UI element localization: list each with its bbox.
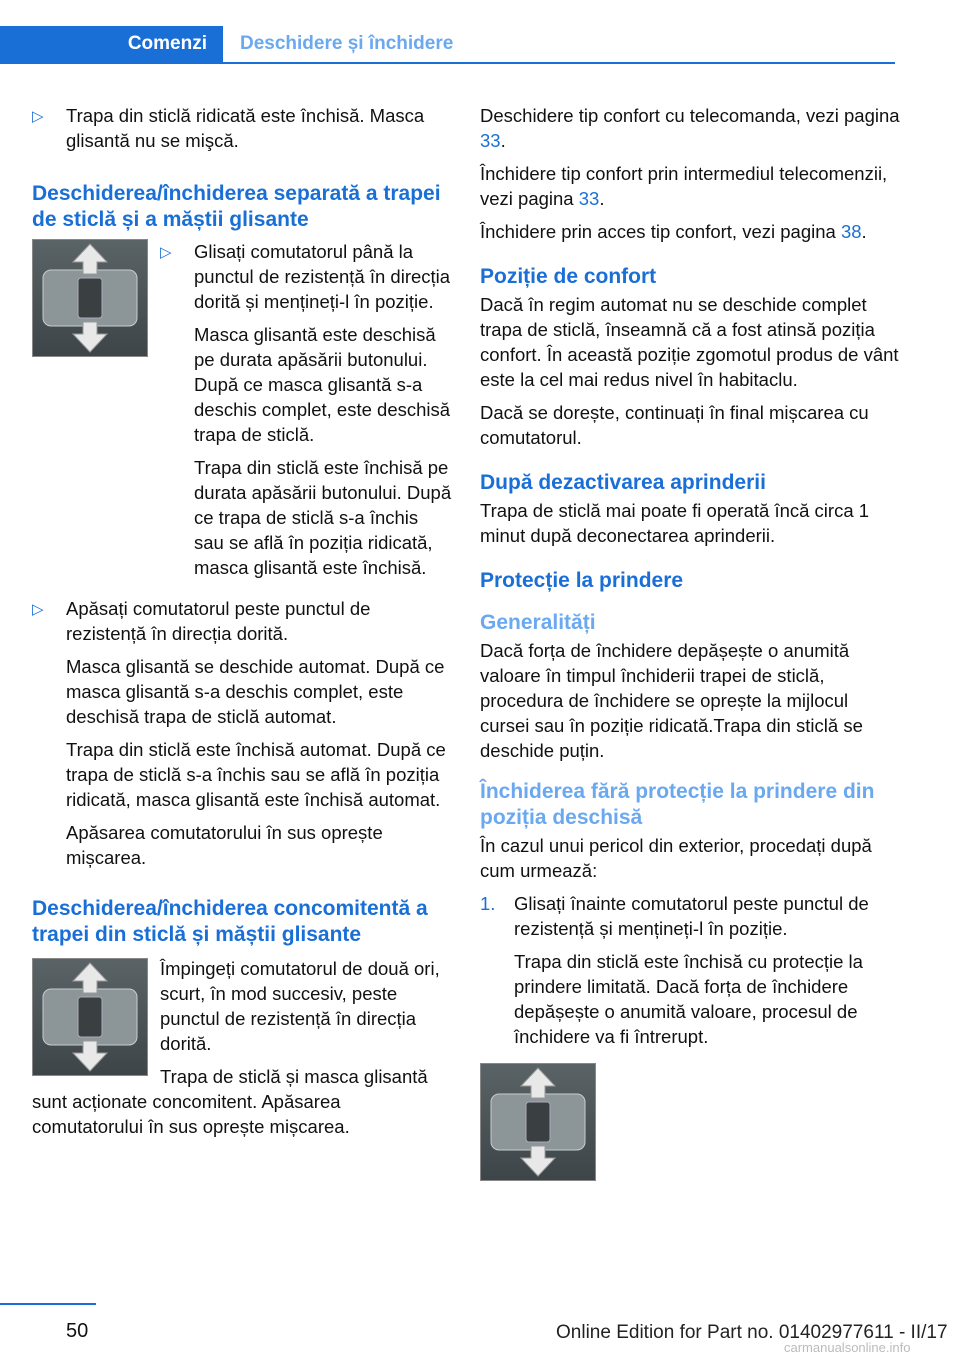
item-text: Apăsarea comutatorului în sus oprește mișcarea. [66, 822, 383, 868]
paragraph: Închidere tip confort prin intermediul telecomenzii, vezi pagina 33. [480, 163, 888, 209]
item-text: Masca glisantă este deschisă pe durata apăsării butonului. După ce masca glisantă s-a deschis complet, este deschisă trapa de sticlă. [194, 324, 451, 445]
paragraph: Dacă se dorește, continuați în final mișcarea cu comutatorul. [480, 402, 869, 448]
page-link[interactable]: 33 [578, 188, 600, 209]
item-text: Glisați comutatorul până la punctul de rezistență în direcția dorită și mențineți-l în poziție. [194, 241, 451, 312]
paragraph: Împingeți comutatorul de două ori, scurt, în mod succesiv, peste punctul de rezistență în direcția dorită. [160, 958, 440, 1054]
paragraph: În cazul unui pericol din exterior, procedați după cum urmează: [480, 835, 872, 881]
edition-text: Online Edition for Part no. 01402977611 - II/17 [556, 1322, 948, 1343]
list-item [32, 596, 452, 870]
sunroof-switch-image [32, 958, 148, 1076]
section-heading: După dezactivarea aprinderii [480, 471, 766, 494]
section-heading: Deschiderea/închiderea separată a trapei de sticlă și a măștii glisante [32, 182, 441, 231]
page-link[interactable]: 33 [480, 130, 501, 151]
watermark: carmanualsonline.info [784, 1340, 911, 1355]
section-heading: Deschiderea/închiderea concomitentă a trapei din sticlă și măștii glisante [32, 897, 428, 946]
item-text: Trapa din sticlă este închisă pe durata apăsării butonului. După ce trapa de sticlă s-a închis sau se află în poziția ridicată, masca glisantă este închisă. [194, 457, 452, 578]
step-number: 1. [480, 893, 496, 914]
figure-row [32, 239, 452, 588]
list-item [32, 103, 452, 153]
paragraph: Dacă forța de închidere depășește o anumită valoare în timpul închiderii trapei de sticlă, procedura de închidere se oprește la mijlocul cursei sau în poziție ridicată.Trapa din sticlă se deschide puțin. [480, 640, 863, 761]
item-text: Trapa din sticlă este închisă cu protecție la prindere limitată. Dacă forța de închidere depășește o anumită valoare, procesul de închidere va fi întrerupt. [514, 951, 863, 1047]
tab-deschidere[interactable]: Deschidere și închidere [240, 33, 454, 54]
header-tabs [0, 26, 895, 64]
section-heading: Protecție la prindere [480, 569, 684, 592]
item-text: Trapa din sticlă ridicată este închisă. Masca glisantă nu se mişcă. [66, 105, 425, 151]
paragraph: Trapa de sticlă și masca glisantă sunt acționate concomitent. Apăsarea comutatorului în sus oprește mișcarea. [32, 1066, 428, 1137]
item-text: Trapa din sticlă este închisă automat. După ce trapa de sticlă s-a închis sau se află în poziția ridicată, masca glisantă este închisă automat. [66, 739, 446, 810]
footer-rule [0, 1303, 96, 1305]
paragraph: Închidere prin acces tip confort, vezi pagina 38. [480, 221, 867, 242]
paragraph: Deschidere tip confort cu telecomanda, vezi pagina 33. [480, 105, 900, 151]
item-text: Glisați înainte comutatorul peste punctul de rezistență și mențineți-l în poziție. [514, 893, 869, 939]
sunroof-switch-image [480, 1063, 596, 1181]
list-item [160, 239, 452, 580]
triangle-bullet-icon: ▷ [32, 601, 44, 618]
sunroof-switch-image [32, 239, 148, 357]
left-column [32, 103, 452, 1147]
subsection-heading: Închiderea fără protecție la prindere din poziția deschisă [480, 780, 875, 829]
triangle-bullet-icon: ▷ [32, 108, 44, 125]
page-number: 50 [66, 1320, 89, 1342]
paragraph: Dacă în regim automat nu se deschide complet trapa de sticlă, înseamnă că a fost atinsă poziția confort. În această poziție zgomotul produs de vânt este la cel mai redus nivel în habitaclu. [480, 294, 899, 390]
tab-comenzi[interactable]: Comenzi [0, 26, 223, 62]
page-link[interactable]: 38 [840, 221, 862, 242]
concurrent-block [32, 950, 452, 1147]
subsection-heading: Generalități [480, 611, 596, 634]
item-text: Masca glisantă se deschide automat. După ce masca glisantă s-a deschis complet, este deschisă trapa de sticlă automat. [66, 656, 445, 727]
right-column [480, 103, 900, 1181]
paragraph: Trapa de sticlă mai poate fi operată încă circa 1 minut după deconectarea aprinderii. [480, 500, 870, 546]
item-text: Apăsați comutatorul peste punctul de rezistență în direcția dorită. [66, 598, 371, 644]
section-heading: Poziție de confort [480, 265, 657, 288]
numbered-step [480, 891, 900, 1049]
triangle-bullet-icon: ▷ [160, 244, 172, 261]
bullet-block [160, 239, 452, 588]
